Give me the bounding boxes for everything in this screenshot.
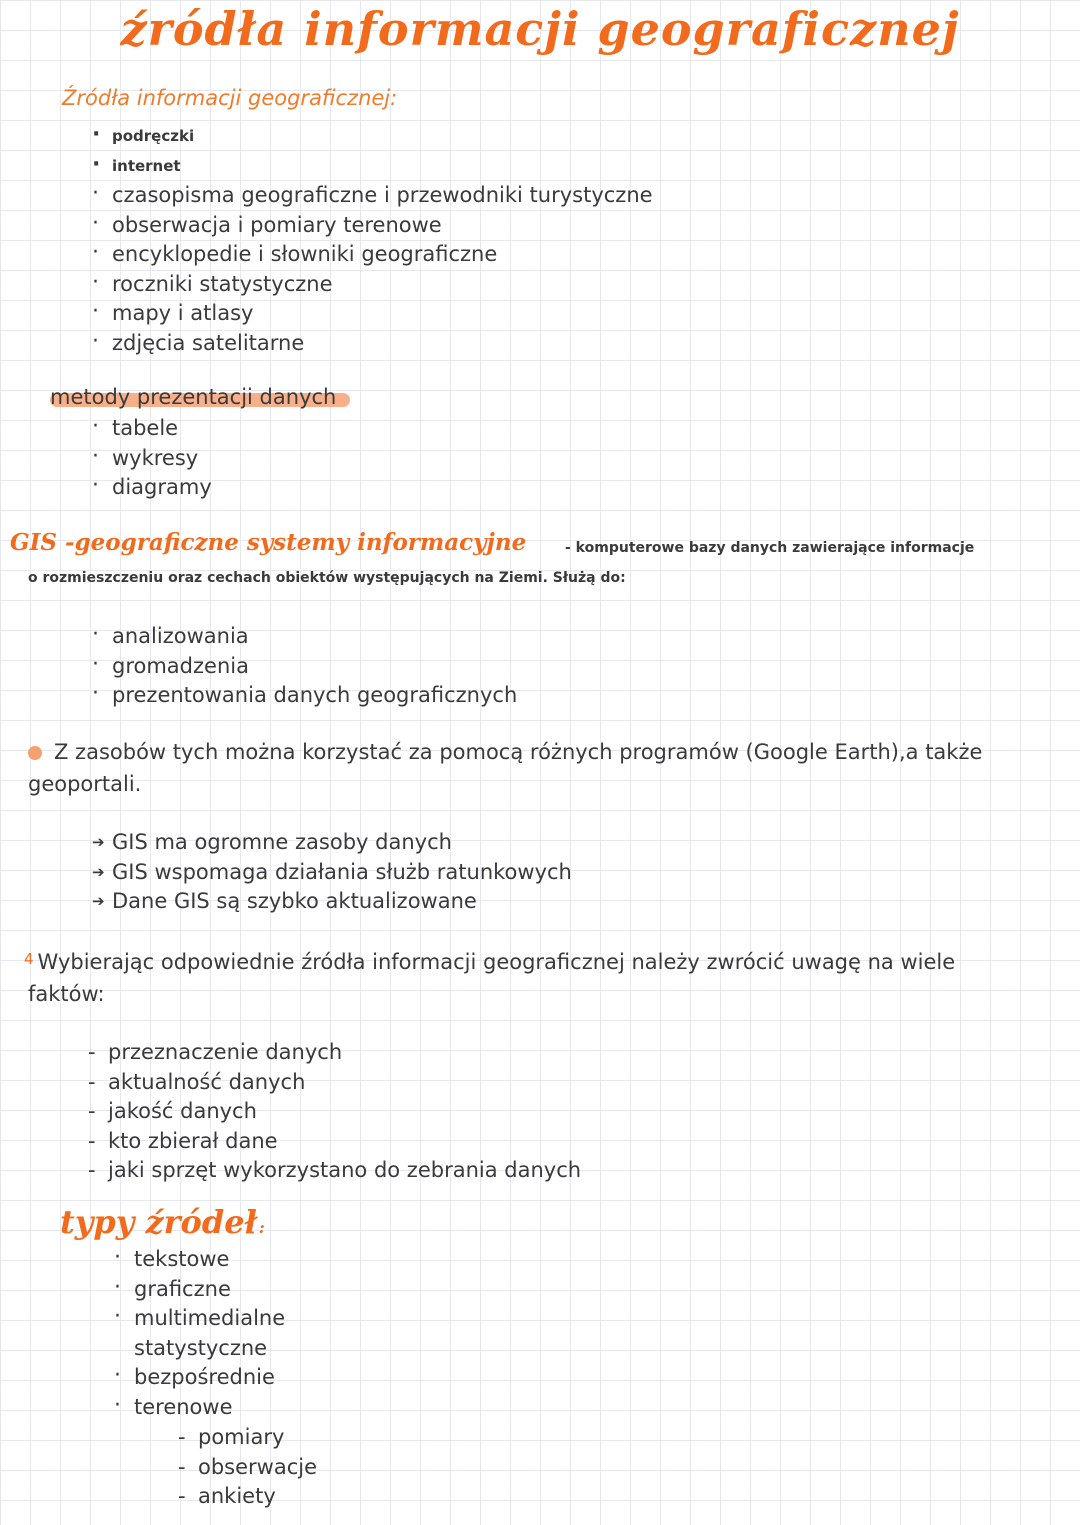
list-item: - pomiary [178, 1423, 317, 1453]
list-item: · zdjęcia satelitarne [92, 329, 653, 359]
types-heading-text: typy źródeł [60, 1203, 257, 1241]
gis-facts-list [92, 828, 572, 917]
list-item: - jakość danych [88, 1097, 581, 1127]
list-item: - jaki sprzęt wykorzystano do zebrania danych [88, 1156, 581, 1186]
choosing-line1 [24, 950, 955, 974]
choosing-text: Wybierając odpowiednie źródła informacji geograficznej należy zwrócić uwagę na wiele [37, 950, 956, 974]
gis-note-text: Z zasobów tych można korzystać za pomocą różnych programów (Google Earth),a także [54, 740, 983, 764]
methods-list [92, 414, 212, 503]
sources-list [92, 122, 653, 358]
list-item: · multimedialne [114, 1304, 285, 1334]
section-number: 4 [24, 950, 34, 968]
gis-description-continued: o rozmieszczeniu oraz cechach obiektów występujących na Ziemi. Służą do: [28, 570, 626, 586]
gis-uses-list [92, 622, 517, 711]
list-item: · mapy i atlasy [92, 299, 653, 329]
types-heading [60, 1203, 265, 1241]
sources-heading: Źródła informacji geograficznej: [62, 86, 398, 110]
list-item: ➔ GIS ma ogromne zasoby danych [92, 828, 572, 858]
list-item: · gromadzenia [92, 652, 517, 682]
list-item: - obserwacje [178, 1453, 317, 1483]
choosing-line2: faktów: [28, 982, 105, 1006]
list-item: ➔ Dane GIS są szybko aktualizowane [92, 887, 572, 917]
methods-heading [50, 385, 336, 409]
list-item: · wykresy [92, 444, 212, 474]
choosing-factors-list [88, 1038, 581, 1186]
list-item: · obserwacja i pomiary terenowe [92, 211, 653, 241]
list-item: · terenowe [114, 1393, 285, 1423]
list-item: · diagramy [92, 473, 212, 503]
gis-note-line2: geoportali. [28, 772, 142, 796]
list-item: - kto zbierał dane [88, 1127, 581, 1157]
list-item: - przeznaczenie danych [88, 1038, 581, 1068]
list-item: · internet [92, 152, 653, 182]
terrain-types-list [178, 1423, 317, 1512]
list-item: · podręczki [92, 122, 653, 152]
list-item: · encyklopedie i słowniki geograficzne [92, 240, 653, 270]
list-item: · roczniki statystyczne [92, 270, 653, 300]
list-item: · czasopisma geograficzne i przewodniki turystyczne [92, 181, 653, 211]
list-item: · bezpośrednie [114, 1363, 285, 1393]
gis-note-line1 [28, 740, 982, 764]
gis-title: GIS -geograficzne systemy informacyjne [10, 529, 527, 556]
orange-dot-bullet [28, 746, 42, 760]
list-item: · graficzne [114, 1275, 285, 1305]
list-item: · prezentowania danych geograficznych [92, 681, 517, 711]
list-item: statystyczne [134, 1335, 268, 1360]
list-item: · tekstowe [114, 1245, 285, 1275]
list-item: · analizowania [92, 622, 517, 652]
page-title: źródła informacji geograficznej [120, 2, 960, 56]
methods-heading-text: metody prezentacji danych [50, 385, 337, 409]
types-list [114, 1245, 285, 1422]
gis-description: - komputerowe bazy danych zawierające informacje [565, 540, 975, 556]
list-item: - aktualność danych [88, 1068, 581, 1098]
list-item: · tabele [92, 414, 212, 444]
types-heading-colon: : [258, 1218, 265, 1237]
list-item: - ankiety [178, 1482, 317, 1512]
list-item: ➔ GIS wspomaga działania służb ratunkowych [92, 858, 572, 888]
